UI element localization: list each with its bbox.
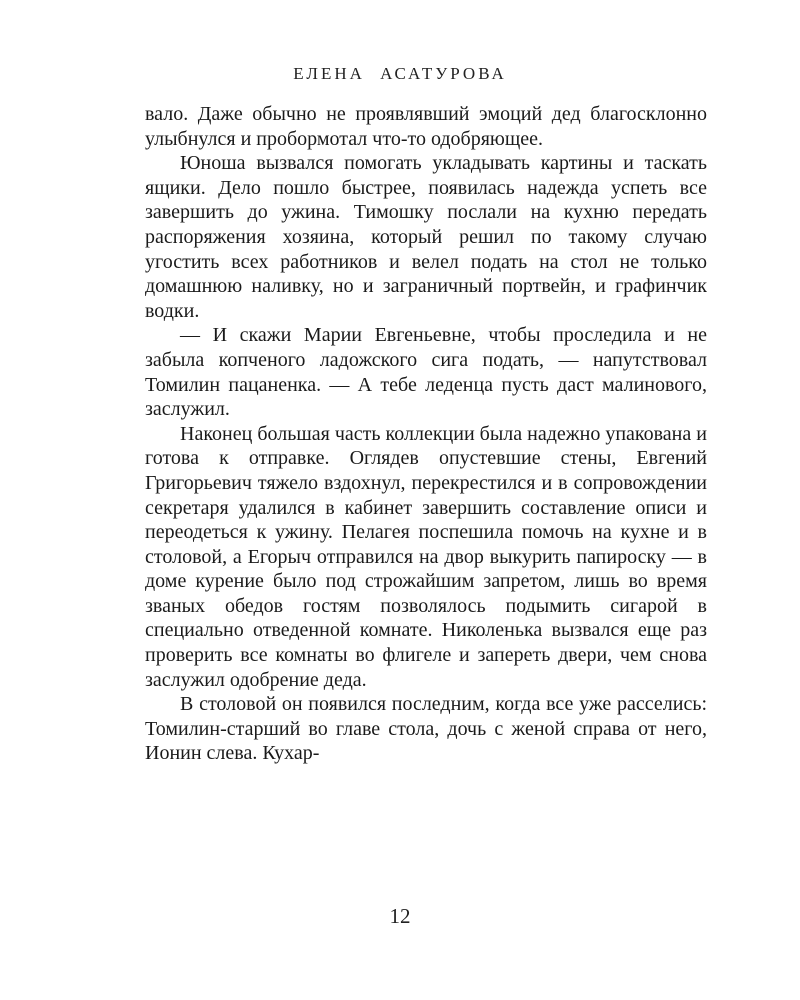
paragraph: Наконец большая часть коллекции была надежно упакована и готова к отправке. Оглядев опустевшие стены, Евгений Григорьевич тяжело вздохнул, перекрестился и в сопровождении секретаря удалился в кабинет завершить составление описи и переодеться к ужину. Пелагея поспешила помочь на кухне и в столовой, а Егорыч отправился на двор выкурить папироску — в доме курение было под строжайшим запретом, лишь во время званых обедов гостям позволялось подымить сигарой в специально отведенной комнате. Николенька вызвался еще раз проверить все комнаты во флигеле и запереть двери, чем снова заслужил одобрение деда. (145, 422, 707, 691)
paragraph-dialogue: — И скажи Марии Евгеньевне, чтобы проследила и не забыла копченого ладожского сига подать, — напутствовал Томилин пацаненка. — А тебе леденца пусть даст малинового, заслужил. (145, 324, 707, 421)
paragraph: Юноша вызвался помогать укладывать картины и таскать ящики. Дело пошло быстрее, появилась надежда успеть все завершить до ужина. Тимошку послали на кухню передать распоряжения хозяина, который решил по такому случаю угостить всех работников и велел подать на стол не только домашнюю наливку, но и заграничный портвейн, и графинчик водки. (145, 152, 707, 322)
running-head: ЕЛЕНА АСАТУРОВА (293, 64, 507, 83)
page-number: 12 (389, 904, 411, 928)
paragraph: В столовой он появился последним, когда все уже расселись: Томилин-старший во главе стола, дочь с женой справа от него, Ионин слева. Кухар- (145, 693, 707, 765)
paragraph-continued: вало. Даже обычно не проявлявший эмоций дед благосклонно улыбнулся и пробормотал что-то одобряющее. (145, 103, 707, 150)
body-text (145, 102, 707, 766)
